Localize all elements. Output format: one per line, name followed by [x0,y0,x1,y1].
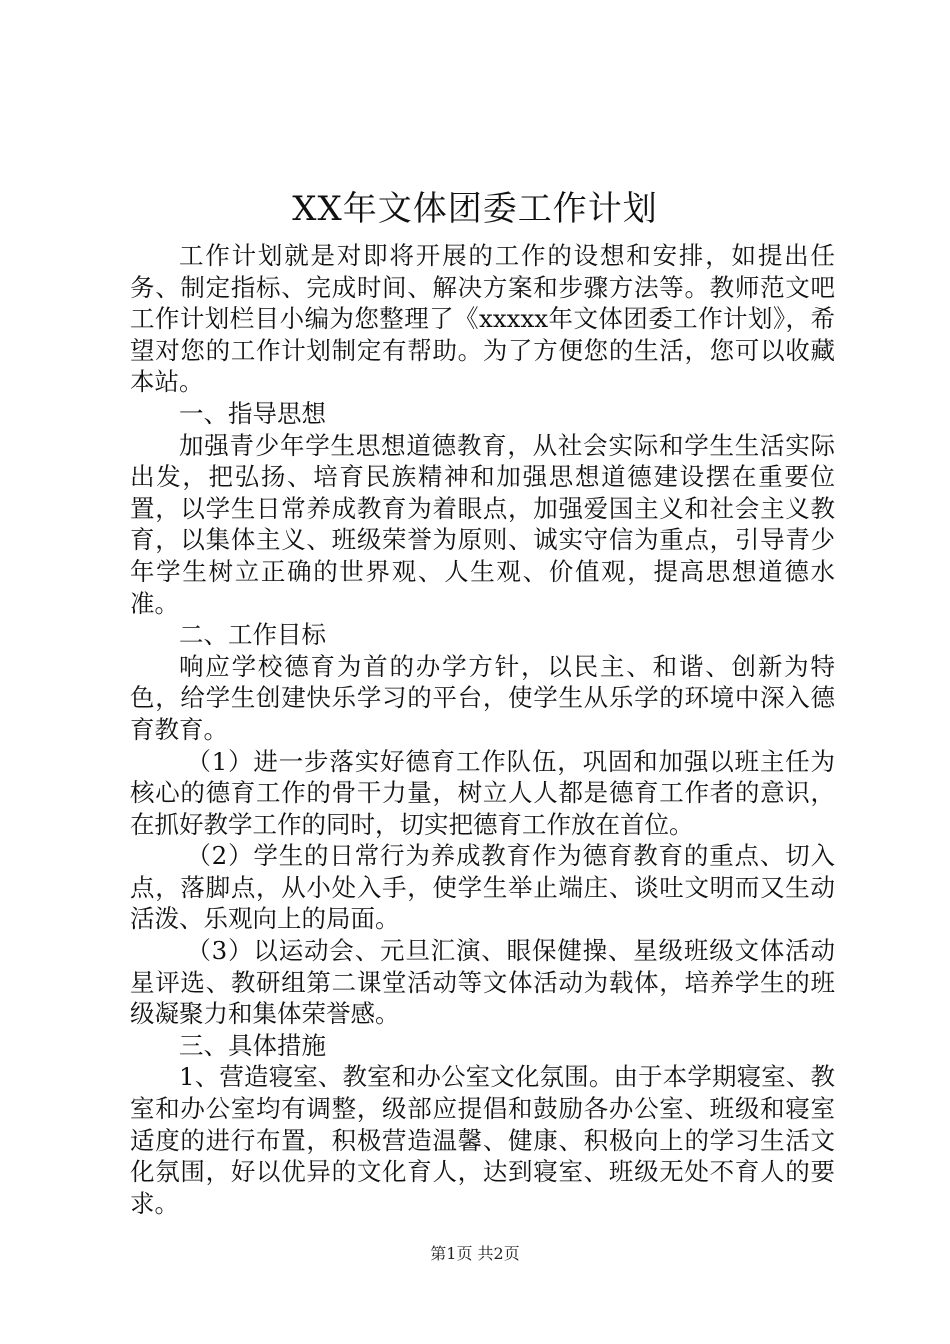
work-goal-item-3: （3）以运动会、元旦汇演、眼保健操、星级班级文体活动星评选、教研组第二课堂活动等文体活动为载体，培养学生的班级凝聚力和集体荣誉感。 [130,936,835,1029]
document-title: XX年文体团委工作计划 [292,189,658,229]
measure-item-1: 1、营造寝室、教室和办公室文化氛围。由于本学期寝室、教室和办公室均有调整，级部应提倡和鼓励各办公室、班级和寝室适度的进行布置，积极营造温馨、健康、积极向上的学习生活文化氛围，好以优异的文化育人，达到寝室、班级无处不育人的要求。 [130,1062,835,1218]
guiding-ideology-paragraph: 加强青少年学生思想道德教育，从社会实际和学生生活实际出发，把弘扬、培育民族精神和加强思想道德建设摆在重要位置，以学生日常养成教育为着眼点，加强爱国主义和社会主义教育，以集体主义、班级荣誉为原则、诚实守信为重点，引导青少年学生树立正确的世界观、人生观、价值观，提高思想道德水准。 [130,430,835,618]
section-heading-work-goals: 二、工作目标 [179,620,326,650]
document-body [130,240,835,1219]
page-footer: 第1页 共2页 [430,1244,520,1263]
work-goals-paragraph: 响应学校德育为首的办学方针，以民主、和谐、创新为特色，给学生创建快乐学习的平台，使学生从乐学的环境中深入德育教育。 [130,651,835,744]
intro-paragraph: 工作计划就是对即将开展的工作的设想和安排，如提出任务、制定指标、完成时间、解决方案和步骤方法等。教师范文吧工作计划栏目小编为您整理了《xxxxx年文体团委工作计划》，希望对您的工作计划制定有帮助。为了方便您的生活，您可以收藏本站。 [130,241,835,397]
work-goal-item-2: （2）学生的日常行为养成教育作为德育教育的重点、切入点，落脚点，从小处入手，使学生举止端庄、谈吐文明而又生动活泼、乐观向上的局面。 [130,841,835,934]
section-heading-measures: 三、具体措施 [179,1030,326,1060]
section-heading-guiding-ideology: 一、指导思想 [179,398,326,428]
work-goal-item-1: （1）进一步落实好德育工作队伍，巩固和加强以班主任为核心的德育工作的骨干力量，树立人人都是德育工作者的意识，在抓好教学工作的同时，切实把德育工作放在首位。 [130,746,835,839]
